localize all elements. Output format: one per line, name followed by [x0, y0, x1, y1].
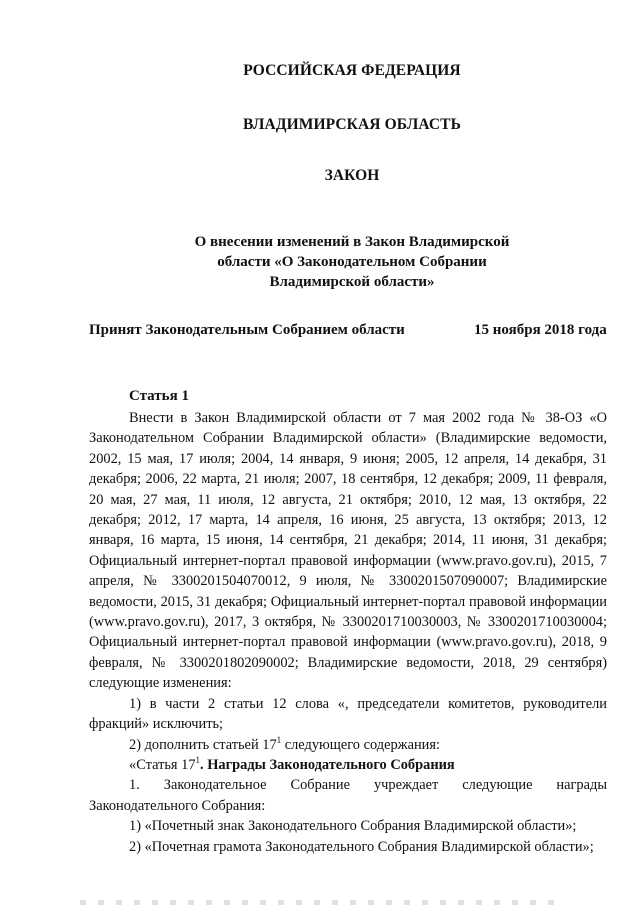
new-article-label: «Статья 17: [129, 756, 196, 773]
clause: 1. Законодательное Собрание учреждает следующие награды Законодательного Собрания:: [89, 777, 607, 814]
header-region: ВЛАДИМИРСКАЯ ОБЛАСТЬ: [243, 116, 461, 133]
law-title-line: области «О Законодательном Собрании: [217, 254, 487, 270]
amendment-item: 1) в части 2 статьи 12 слова «, председатели комитетов, руководители фракций» исключить;: [89, 695, 607, 733]
document-type: ЗАКОН: [324, 167, 380, 184]
adoption-date: 15 ноября 2018 года: [474, 322, 607, 338]
article-paragraph: Внести в Закон Владимирской области от 7 мая 2002 года № 38-ОЗ «О Законодательном Собрании Владимирской области» (Владимирские ведомости, 2002, 15 мая, 17 июля; 2004, 14 января, 9 июня; 2005, 12 апреля, 14 декабря, 31 декабря; 2006, 22 марта, 21 июля; 2007, 18 сентября, 12 декабря; 2009, 11 февраля, 20 мая, 27 мая, 11 июля, 12 августа, 21 октября; 2010, 12 мая, 13 октября, 22 декабря; 2012, 17 марта, 14 апреля, 16 июня, 25 августа, 13 октября; 2013, 12 января, 16 марта, 15 июня, 14 сентября, 21 декабря; 2014, 11 июня, 31 декабря; Официальный интернет-портал правовой информации (www.pravo.gov.ru), 2015, 7 апреля, № 3300201504070012, 9 июля, № 3300201507090007; Владимирские ведомости, 2015, 31 декабря; Официальный интернет-портал правовой информации (www.pravo.gov.ru), 2017, 3 октября, № 3300201710030003, № 3300201710030004; Официальный интернет-портал правовой информации (www.pravo.gov.ru), 2018, 9 февраля, № 3300201802090002; Владимирские ведомости, 2018, 29 сентября) следующие изменения:: [89, 410, 607, 692]
new-article-heading: [89, 755, 607, 775]
article-body: [89, 408, 607, 857]
award-item: 2) «Почетная грамота Законодательного Собрания Владимирской области»;: [129, 838, 594, 855]
header-country: РОССИЙСКАЯ ФЕДЕРАЦИЯ: [243, 62, 461, 79]
amendment-item-text: 2) дополнить статьей 17: [129, 736, 277, 753]
amendment-item-text: следующего содержания:: [281, 736, 440, 753]
scan-artifact: [80, 900, 560, 905]
amendment-item: [89, 735, 607, 755]
law-title-line: О внесении изменений в Закон Владимирской: [194, 234, 510, 250]
law-title-line: Владимирской области»: [269, 274, 435, 290]
superscript: 1: [195, 754, 201, 765]
law-title: [170, 232, 534, 292]
adoption-authority: Принят Законодательным Собранием области: [89, 322, 405, 338]
new-article-title: . Награды Законодательного Собрания: [200, 756, 455, 773]
superscript: 1: [276, 734, 282, 745]
article-heading: Статья 1: [129, 388, 189, 404]
award-item: 1) «Почетный знак Законодательного Собрания Владимирской области»;: [129, 818, 577, 835]
